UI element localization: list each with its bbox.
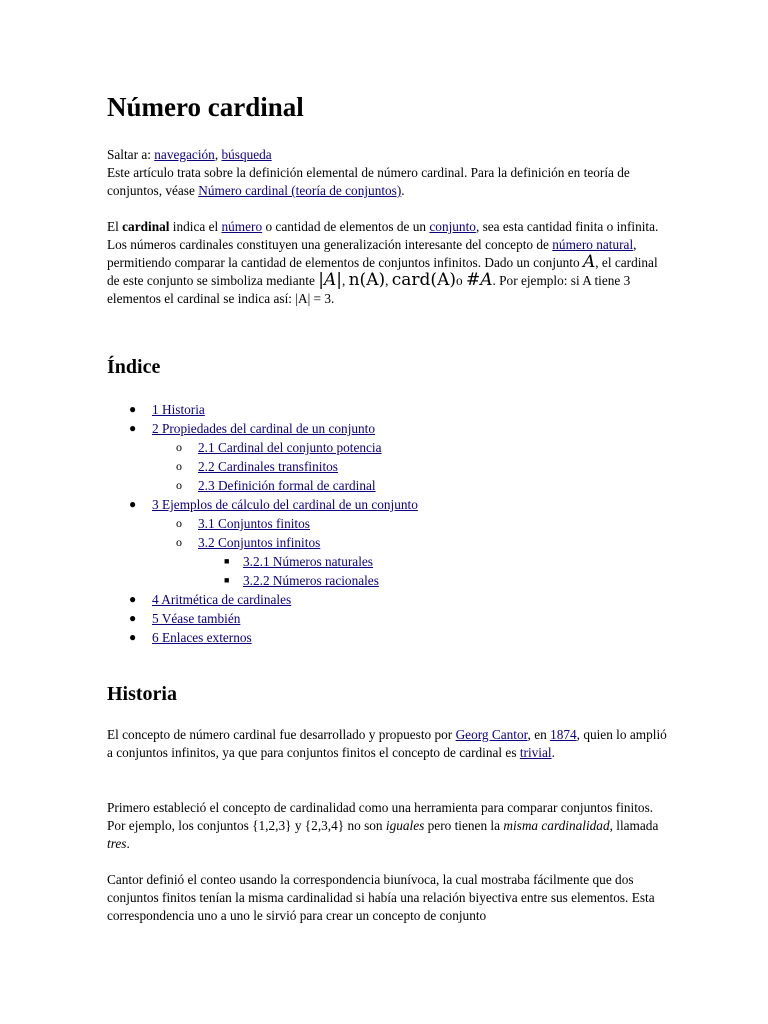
toc-item [107,457,418,476]
math-abs-a: |A| [318,270,342,290]
bullet-icon: o [176,478,182,492]
bullet-icon: ● [129,497,137,511]
bullet-icon: o [176,459,182,473]
jump-search-link[interactable]: búsqueda [221,147,272,162]
toc-item [107,476,418,495]
bullet-icon: ■ [224,575,230,585]
toc-link[interactable]: 3.1 Conjuntos finitos [198,516,310,531]
bullet-icon: ● [129,611,137,625]
bullet-icon: ● [129,592,137,606]
jump-links: Saltar a: navegación, búsqueda [107,147,272,162]
cardinal-term: cardinal [122,219,170,234]
bullet-icon: o [176,440,182,454]
math-hash-a: #A [465,270,493,290]
toc-item [107,514,418,533]
conjunto-link[interactable]: conjunto [429,219,476,234]
toc-link[interactable]: 2 Propiedades del cardinal de un conjunto [152,421,376,436]
hatnote-link[interactable]: Número cardinal (teoría de conjuntos) [198,183,402,198]
page-title: Número cardinal [107,92,304,122]
toc-item [107,590,418,609]
bullet-icon: o [176,516,182,530]
toc-link[interactable]: 2.1 Cardinal del conjunto potencia [198,440,382,455]
year-1874-link[interactable]: 1874 [550,727,577,742]
historia-paragraph-3: Cantor definió el conteo usando la correspondencia biunívoca, la cual mostraba fácilmente que dos conjuntos finitos tenían la misma cardinalidad si había una relación biyectiva entre sus elementos. Esta correspondencia uno a uno le sirvió para crear un concepto de conjunto [107,872,655,923]
toc-link[interactable]: 3.2 Conjuntos infinitos [198,535,321,550]
toc-link[interactable]: 3.2.1 Números naturales [243,554,373,569]
georg-cantor-link[interactable]: Georg Cantor [455,727,528,742]
table-of-contents [107,400,418,647]
toc-link[interactable]: 1 Historia [152,402,205,417]
toc-link[interactable]: 4 Aritmética de cardinales [152,592,292,607]
toc-link[interactable]: 3 Ejemplos de cálculo del cardinal de un conjunto [152,497,418,512]
math-n-a: n(A) [348,270,386,290]
toc-item [107,533,418,552]
toc-heading: Índice [107,356,161,378]
toc-item [107,438,418,457]
bullet-icon: ● [129,630,137,644]
toc-item [107,400,418,419]
toc-item [107,609,418,628]
historia-paragraph-2: Primero estableció el concepto de cardinalidad como una herramienta para comparar conjuntos finitos. Por ejemplo, los conjuntos {1,2,3} y {2,3,4} no son iguales pero tienen la misma cardinalidad, llamada tres. [107,800,659,851]
numero-link[interactable]: número [221,219,263,234]
toc-link[interactable]: 5 Véase también [152,611,241,626]
historia-paragraph-1: El concepto de número cardinal fue desarrollado y propuesto por Georg Cantor, en 1874, quien lo amplió a conjuntos infinitos, ya que para conjuntos finitos el concepto de cardinal es trivial. [107,727,667,760]
hatnote: Este artículo trata sobre la definición elemental de número cardinal. Para la definición en teoría de conjuntos, véase Número cardinal (teoría de conjuntos). [107,165,630,198]
math-set-a: A [582,252,596,272]
math-card-a: card(A) [391,270,456,290]
bullet-icon: ● [129,421,137,435]
toc-link[interactable]: 2.2 Cardinales transfinitos [198,459,338,474]
toc-item [107,495,418,514]
jump-navigation-link[interactable]: navegación [154,147,215,162]
bullet-icon: o [176,535,182,549]
toc-link[interactable]: 2.3 Definición formal de cardinal [198,478,376,493]
numero-natural-link[interactable]: número natural [552,237,634,252]
toc-item [107,571,418,590]
bullet-icon: ● [129,402,137,416]
toc-link[interactable]: 6 Enlaces externos [152,630,252,645]
historia-heading: Historia [107,683,177,705]
toc-item [107,552,418,571]
toc-item [107,419,418,438]
toc-item [107,628,418,647]
intro-paragraph: El cardinal indica el número o cantidad de elementos de un conjunto, sea esta cantidad finita o infinita. Los números cardinales constituyen una generalización interesante del concepto de número natural, permitiendo comparar la cantidad de elementos de conjuntos infinitos. Dado un conjunto A, el cardinal de este conjunto se simboliza mediante |A|, n(A), card(A)o #A. Por ejemplo: si A tiene 3 elementos el cardinal se indica así: |A| = 3. [107,219,659,306]
bullet-icon: ■ [224,556,230,566]
toc-link[interactable]: 3.2.2 Números racionales [243,573,379,588]
trivial-link[interactable]: trivial [519,745,552,760]
